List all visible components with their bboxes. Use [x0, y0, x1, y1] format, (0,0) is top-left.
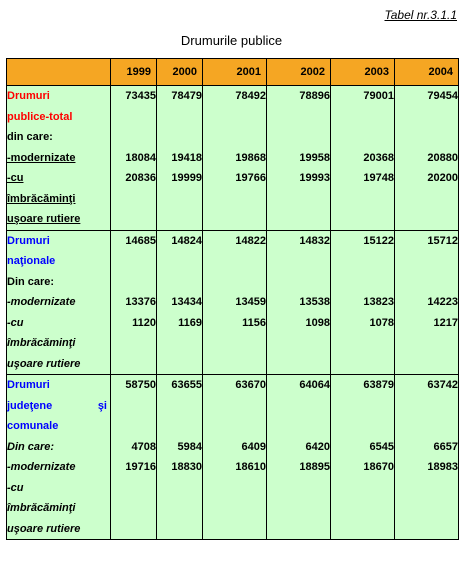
row-label: Din care:: [7, 440, 55, 453]
row-label: -modernizate: [7, 151, 76, 164]
value-cell: [203, 375, 267, 540]
row-label: îmbrăcăminţi: [7, 192, 76, 205]
year-header: 1999: [111, 59, 157, 86]
table-caption: Tabel nr.3.1.1: [384, 8, 457, 22]
row-label: şi: [97, 399, 107, 412]
year-header: 2001: [203, 59, 267, 86]
year-header: 2000: [157, 59, 203, 86]
value: 78896: [299, 90, 330, 102]
value: 19766: [235, 172, 266, 184]
value-cell: [395, 230, 459, 375]
row-label: uşoare rutiere: [7, 213, 81, 225]
row-label-cell: [7, 86, 111, 231]
value: 14824: [171, 234, 202, 247]
year-header: 2002: [267, 59, 331, 86]
row-label-pair: [7, 396, 110, 417]
value: 19748: [363, 172, 394, 184]
row-label-cell: [7, 375, 111, 540]
value: 20836: [125, 172, 156, 184]
value-cell: [267, 86, 331, 231]
row-label: -cu: [7, 316, 24, 329]
value: 13376: [125, 296, 156, 308]
row-label: uşoare rutiere: [7, 522, 81, 535]
value-cell: [157, 230, 203, 375]
value: 14685: [125, 234, 156, 247]
value-cell: [395, 86, 459, 231]
value: 14223: [427, 296, 458, 308]
value: 20200: [427, 172, 458, 184]
value: 18895: [299, 461, 330, 473]
value-cell: [111, 86, 157, 231]
row-label: judeţene: [7, 399, 53, 412]
section-row-public-total: [7, 86, 459, 231]
value: 20368: [363, 151, 394, 164]
row-label: -modernizate: [7, 461, 76, 473]
value-cell: [157, 375, 203, 540]
value: 63742: [427, 379, 458, 391]
year-header: 2003: [331, 59, 395, 86]
value-cell: [331, 86, 395, 231]
value: 4708: [131, 440, 156, 453]
value-cell: [111, 230, 157, 375]
value: 1078: [369, 316, 394, 329]
value: 1098: [305, 316, 330, 329]
table-title: Drumurile publice: [180, 33, 283, 48]
row-label: Drumuri: [7, 379, 50, 391]
value: 14822: [235, 234, 266, 247]
header-row: [7, 59, 459, 86]
row-label: -cu: [7, 481, 24, 494]
value: 79454: [427, 90, 458, 102]
row-label: comunale: [7, 420, 59, 432]
value: 13459: [235, 296, 266, 308]
row-label-cell: [7, 230, 111, 375]
value: 64064: [299, 379, 330, 391]
value: 6409: [241, 440, 266, 453]
value-cell: [395, 375, 459, 540]
value-cell: [203, 230, 267, 375]
value: 19716: [125, 461, 156, 473]
row-label: -cu: [7, 172, 24, 184]
value: 6420: [305, 440, 330, 453]
value: 1120: [132, 316, 156, 329]
row-label: publice-total: [7, 110, 73, 123]
year-header: 2004: [395, 59, 459, 86]
value: 19999: [171, 172, 202, 184]
value: 15712: [427, 234, 458, 247]
value: 19868: [235, 151, 266, 164]
header-blank: [7, 59, 111, 86]
section-row-county-communal: [7, 375, 459, 540]
value: 6545: [369, 440, 394, 453]
value: 18983: [427, 461, 458, 473]
value: 18084: [125, 151, 156, 164]
value: 63879: [363, 379, 394, 391]
value: 63670: [235, 379, 266, 391]
value: 1156: [242, 316, 266, 329]
value: 19418: [171, 151, 202, 164]
value: 19958: [299, 151, 330, 164]
value: 1217: [433, 316, 458, 329]
value: 5984: [177, 440, 202, 453]
value: 78492: [235, 90, 266, 102]
row-label: îmbrăcăminţi: [7, 337, 76, 349]
row-label: naţionale: [7, 255, 56, 267]
roads-table: [6, 58, 459, 540]
value-cell: [157, 86, 203, 231]
value: 79001: [363, 90, 394, 102]
value: 78479: [171, 90, 202, 102]
row-label: din care:: [7, 131, 53, 143]
value: 20880: [427, 151, 458, 164]
value: 6657: [433, 440, 458, 453]
value-cell: [331, 230, 395, 375]
row-label: Drumuri: [7, 90, 50, 102]
row-label: -modernizate: [7, 296, 76, 308]
value-cell: [203, 86, 267, 231]
value-cell: [111, 375, 157, 540]
value: 58750: [125, 379, 156, 391]
row-label: îmbrăcăminţi: [7, 502, 76, 514]
value: 73435: [125, 90, 156, 102]
value-cell: [267, 230, 331, 375]
row-label: Drumuri: [7, 234, 50, 247]
value: 1169: [178, 316, 202, 329]
value: 19993: [299, 172, 330, 184]
value: 14832: [299, 234, 330, 247]
section-row-national: [7, 230, 459, 375]
value: 18830: [171, 461, 202, 473]
value: 18610: [235, 461, 266, 473]
value: 18670: [363, 461, 394, 473]
value: 13538: [299, 296, 330, 308]
row-label: Din care:: [7, 275, 55, 288]
value: 13823: [363, 296, 394, 308]
value: 15122: [363, 234, 394, 247]
value-cell: [267, 375, 331, 540]
value: 63655: [171, 379, 202, 391]
row-label: uşoare rutiere: [7, 357, 81, 370]
value-cell: [331, 375, 395, 540]
value: 13434: [171, 296, 202, 308]
